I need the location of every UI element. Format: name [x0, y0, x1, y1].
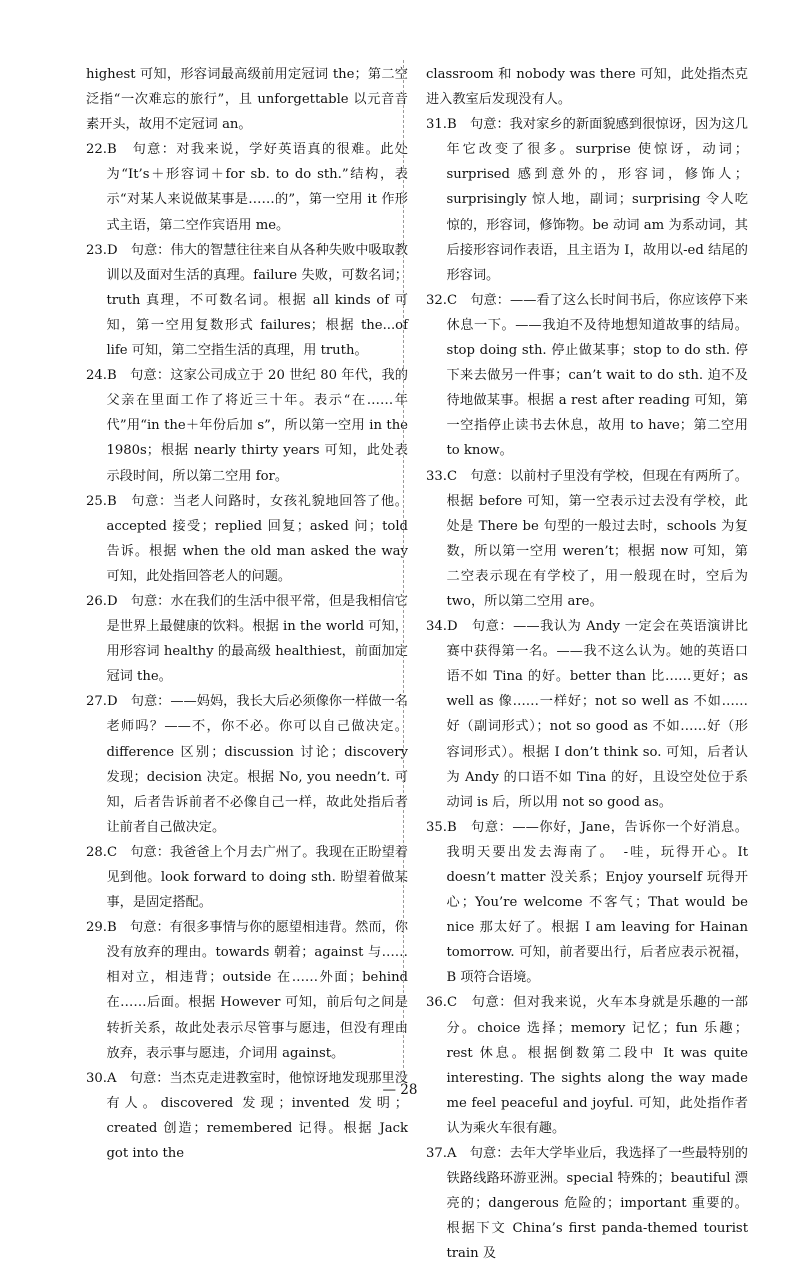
left-column [86, 62, 408, 1166]
answer-item-33: 33.C 句意：以前村子里没有学校，但现在有两所了。根据 before 可知，第一空表示过去没有学校，此处是 There be 句型的一般过去时，schools 为复数，所以第一空用 weren’t；根据 now 可知，第二空表示现在有学校了，用一般现在时，空后为 two，所以第二空用 are。 [426, 468, 748, 609]
answer-item-37: 37.A 句意：去年大学毕业后，我选择了一些最特别的铁路线路环游亚洲。special 特殊的；beautiful 漂亮的；dangerous 危险的；important 重要的。根据下文 China’s first panda-themed tourist train 及 [426, 1146, 748, 1262]
column-divider [403, 60, 404, 1078]
answer-item-31: 31.B 句意：我对家乡的新面貌感到很惊讶，因为这几年它改变了很多。surprise 使惊讶，动词；surprised 感到意外的，形容词，修饰人；surprisingly 惊人地，副词；surprising 令人吃惊的，形容词，修饰物。be 动词 am 为系动词，其后接形容词作表语，且主语为 I，故用以-ed 结尾的形容词。 [426, 117, 748, 283]
answer-item-36: 36.C 句意：但对我来说，火车本身就是乐趣的一部分。choice 选择；memory 记忆；fun 乐趣；rest 休息。根据倒数第二段中 It was quite interesting. The sights along the way made me feel peaceful and joyful. 可知，此处指作者认为乘火车很有趣。 [426, 995, 748, 1136]
answer-item-32: 32.C 句意：——看了这么长时间书后，你应该停下来休息一下。——我迫不及待地想知道故事的结局。stop doing sth. 停止做某事；stop to do sth. 停下来去做另一件事；can’t wait to do sth. 迫不及待地做某事。根据 a rest after reading 可知，第一空指停止读书去休息，故用 to have；第二空用 to know。 [426, 292, 748, 459]
answer-item-30: 30.A 句意：当杰克走进教室时，他惊讶地发现那里没有人。discovered 发现；invented 发明；created 创造；remembered 记得。根据 Jack got into the [86, 1070, 408, 1162]
answer-item-35: 35.B 句意：——你好，Jane，告诉你一个好消息。我明天要出发去海南了。 -哇，玩得开心。It doesn’t matter 没关系；Enjoy yourself 玩得开心；You’re welcome 不客气；That would be nice 那太好了。根据 I am leaving for Hainan tomorrow. 可知，前者要出行，后者应表示祝福，B 项符合语境。 [426, 819, 748, 986]
answer-item-26: 26.D 句意：水在我们的生活中很平常，但是我相信它是世界上最健康的饮料。根据 in the world 可知，用形容词 healthy 的最高级 healthiest，前面加定冠词 the。 [86, 593, 408, 685]
answer-item-22: 22.B 句意：对我来说，学好英语真的很难。此处为“It’s＋形容词＋for sb. to do sth.”结构，表示“对某人来说做某事是……的”，第一空用 it 作形式主语，第二空作宾语用 me。 [86, 142, 408, 233]
answer-item-29: 29.B 句意：有很多事情与你的愿望相违背。然而，你没有放弃的理由。towards 朝着；against 与……相对立，相违背；outside 在……外面；behind 在……后面。根据 However 可知，前后句之间是转折关系，故此处表示尽管事与愿违，但没有理由放弃，表示事与愿违，介词用 against。 [86, 920, 408, 1061]
continuation-text: highest 可知，形容词最高级前用定冠词 the；第二空泛指“一次难忘的旅行”，且 unforgettable 以元音音素开头，故用不定冠词 an。 [86, 67, 408, 133]
answer-item-28: 28.C 句意：我爸爸上个月去广州了。我现在正盼望着见到他。look forward to doing sth. 盼望着做某事，是固定搭配。 [86, 844, 408, 911]
answer-item-24: 24.B 句意：这家公司成立于 20 世纪 80 年代，我的父亲在里面工作了将近三十年。表示“在……年代”用“in the＋年份后加 s”，所以第一空用 in the 1980s；根据 nearly thirty years 可知，此处表示段时间，所以第二空用 for。 [86, 368, 408, 484]
answer-item-25: 25.B 句意：当老人问路时，女孩礼貌地回答了他。accepted 接受；replied 回复；asked 问；told 告诉。根据 when the old man asked the way 可知，此处指回答老人的问题。 [86, 493, 408, 584]
page-number: — 28 [382, 1082, 418, 1098]
continuation-text: classroom 和 nobody was there 可知，此处指杰克进入教室后发现没有人。 [426, 67, 748, 108]
answer-item-34: 34.D 句意：——我认为 Andy 一定会在英语演讲比赛中获得第一名。——我不这么认为。她的英语口语不如 Tina 的好。better than 比……更好；as well as 像……一样好；not so well as 不如……好（副词形式）；not so good as 不如……好（形容词形式）。根据 I don’t think so. 可知，后者认为 Andy 的口语不如 Tina 的好，且设空处位于系动词 is 后，所以用 not so good as。 [426, 619, 748, 810]
answer-item-27: 27.D 句意：——妈妈，我长大后必须像你一样做一名老师吗？——不，你不必。你可以自己做决定。difference 区别；discussion 讨论；discovery 发现；decision 决定。根据 No, you needn’t. 可知，后者告诉前者不必像自己一样，故此处指后者让前者自己做决定。 [86, 694, 408, 835]
answer-item-23: 23.D 句意：伟大的智慧往往来自从各种失败中吸取教训以及面对生活的真理。failure 失败，可数名词；truth 真理，不可数名词。根据 all kinds of 可知，第一空用复数形式 failures；根据 the...of life 可知，第二空指生活的真理，用 truth。 [86, 242, 408, 359]
